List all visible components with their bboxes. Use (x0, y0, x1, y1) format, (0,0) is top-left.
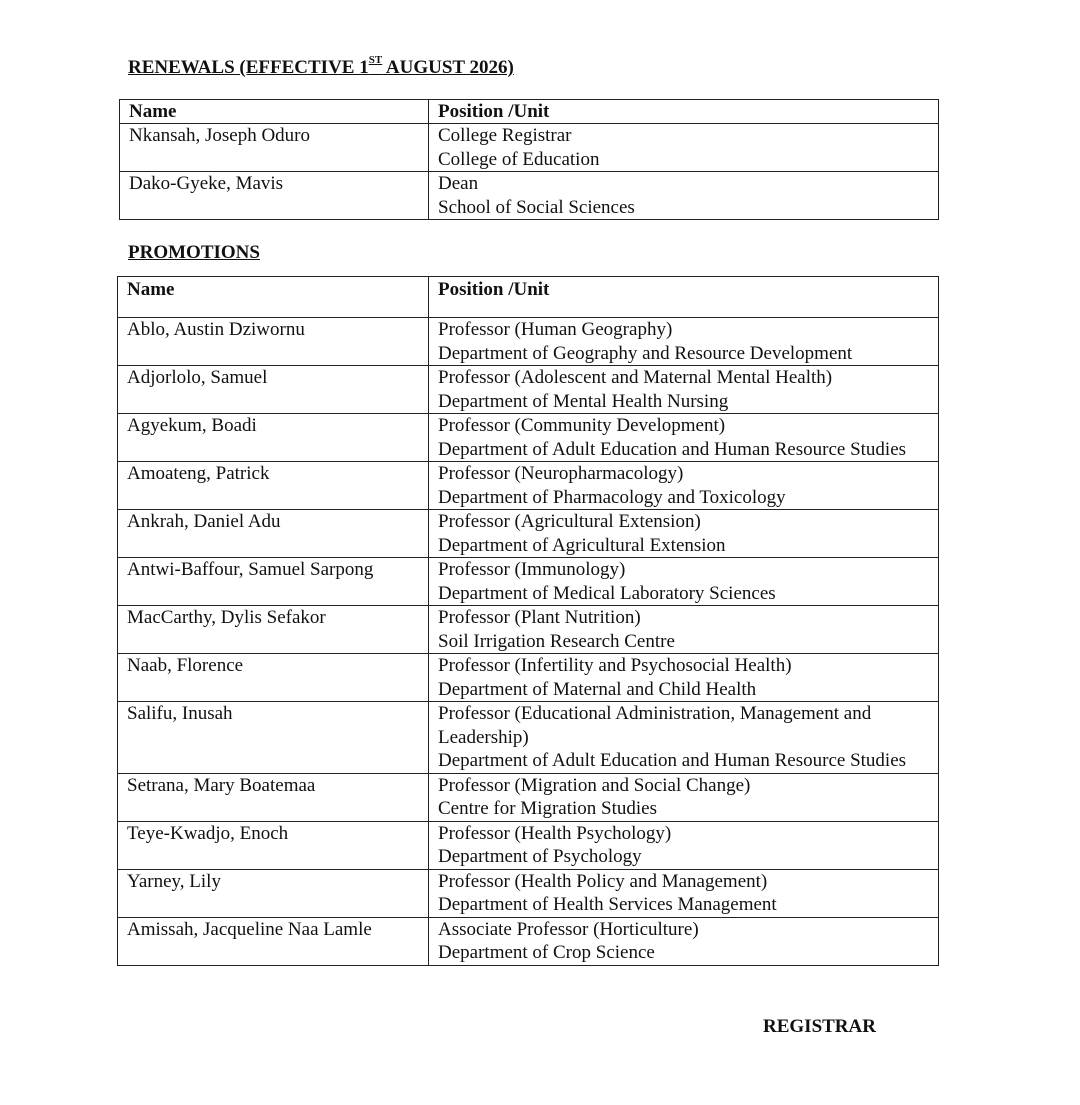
position-cell (429, 124, 939, 172)
promotions-heading: PROMOTIONS (128, 242, 260, 263)
table-row (118, 414, 939, 462)
column-header-name: Name (120, 100, 429, 124)
renewals-heading-text-end: AUGUST 2026) (382, 57, 514, 78)
unit-text: Department of Maternal and Child Health (438, 678, 757, 700)
position-cell (429, 654, 939, 702)
name-cell: Amissah, Jacqueline Naa Lamle (118, 917, 429, 965)
position-cell (429, 606, 939, 654)
column-header-position: Position /Unit (429, 100, 939, 124)
name-cell: MacCarthy, Dylis Sefakor (118, 606, 429, 654)
position-cell (429, 172, 939, 220)
table-row (118, 773, 939, 821)
table-row (118, 702, 939, 774)
table-row (118, 366, 939, 414)
position-text: Professor (Health Policy and Management) (438, 870, 768, 892)
position-text: Professor (Human Geography) (438, 319, 673, 340)
unit-text: Department of Agricultural Extension (438, 534, 726, 556)
unit-text: Department of Medical Laboratory Sciences (438, 582, 776, 604)
renewals-heading (128, 54, 514, 78)
position-text: Associate Professor (Horticulture) (438, 918, 699, 940)
position-cell (429, 318, 939, 366)
table-row (120, 172, 939, 220)
unit-text: Department of Psychology (438, 846, 642, 867)
name-cell: Agyekum, Boadi (118, 414, 429, 462)
unit-text: Soil Irrigation Research Centre (438, 630, 675, 652)
position-text: Professor (Migration and Social Change) (438, 774, 751, 796)
unit-text: Centre for Migration Studies (438, 798, 657, 819)
unit-text: Department of Pharmacology and Toxicology (438, 486, 786, 508)
table-row (118, 821, 939, 869)
position-cell (429, 773, 939, 821)
name-cell: Salifu, Inusah (118, 702, 429, 774)
table-header-row (118, 277, 939, 318)
table-row (118, 654, 939, 702)
position-text: Professor (Infertility and Psychosocial Health) (438, 655, 792, 676)
table-header-row (120, 100, 939, 124)
table-row (118, 318, 939, 366)
name-cell: Naab, Florence (118, 654, 429, 702)
column-header-name: Name (118, 277, 429, 318)
position-text: College Registrar (438, 125, 572, 146)
table-row (118, 606, 939, 654)
position-text: Professor (Educational Administration, Management and Leadership) (438, 703, 872, 748)
position-text: Professor (Neuropharmacology) (438, 463, 684, 484)
promotions-table (117, 276, 939, 966)
position-cell (429, 869, 939, 917)
name-cell: Yarney, Lily (118, 869, 429, 917)
table-row (118, 462, 939, 510)
unit-text: Department of Geography and Resource Development (438, 342, 853, 364)
unit-text: Department of Adult Education and Human Resource Studies (438, 750, 907, 771)
position-text: Professor (Health Psychology) (438, 822, 672, 844)
position-cell (429, 821, 939, 869)
table-row (120, 124, 939, 172)
name-cell: Nkansah, Joseph Oduro (120, 124, 429, 172)
position-text: Professor (Adolescent and Maternal Mental Health) (438, 367, 833, 388)
table-row (118, 917, 939, 965)
name-cell: Dako-Gyeke, Mavis (120, 172, 429, 220)
registrar-signature: REGISTRAR (763, 1016, 876, 1037)
position-cell (429, 917, 939, 965)
unit-text: Department of Health Services Management (438, 894, 777, 915)
unit-text: Department of Mental Health Nursing (438, 390, 729, 412)
name-cell: Adjorlolo, Samuel (118, 366, 429, 414)
position-cell (429, 702, 939, 774)
unit-text: Department of Crop Science (438, 942, 655, 963)
position-cell (429, 510, 939, 558)
position-text: Professor (Agricultural Extension) (438, 511, 701, 532)
name-cell: Ankrah, Daniel Adu (118, 510, 429, 558)
position-cell (429, 414, 939, 462)
name-cell: Amoateng, Patrick (118, 462, 429, 510)
column-header-position: Position /Unit (429, 277, 939, 318)
table-row (118, 510, 939, 558)
position-text: Professor (Plant Nutrition) (438, 607, 641, 628)
position-text: Professor (Immunology) (438, 559, 626, 580)
position-cell (429, 558, 939, 606)
position-text: Dean (438, 173, 479, 194)
renewals-heading-superscript: ST (368, 54, 383, 66)
table-row (118, 869, 939, 917)
table-row (118, 558, 939, 606)
position-cell (429, 462, 939, 510)
unit-text: Department of Adult Education and Human Resource Studies (438, 438, 907, 460)
unit-text: School of Social Sciences (438, 196, 635, 218)
renewals-table (119, 99, 939, 220)
renewals-heading-text: RENEWALS (EFFECTIVE 1 (128, 57, 369, 78)
name-cell: Teye-Kwadjo, Enoch (118, 821, 429, 869)
position-cell (429, 366, 939, 414)
position-text: Professor (Community Development) (438, 415, 726, 436)
unit-text: College of Education (438, 148, 600, 170)
name-cell: Ablo, Austin Dziwornu (118, 318, 429, 366)
name-cell: Antwi-Baffour, Samuel Sarpong (118, 558, 429, 606)
name-cell: Setrana, Mary Boatemaa (118, 773, 429, 821)
